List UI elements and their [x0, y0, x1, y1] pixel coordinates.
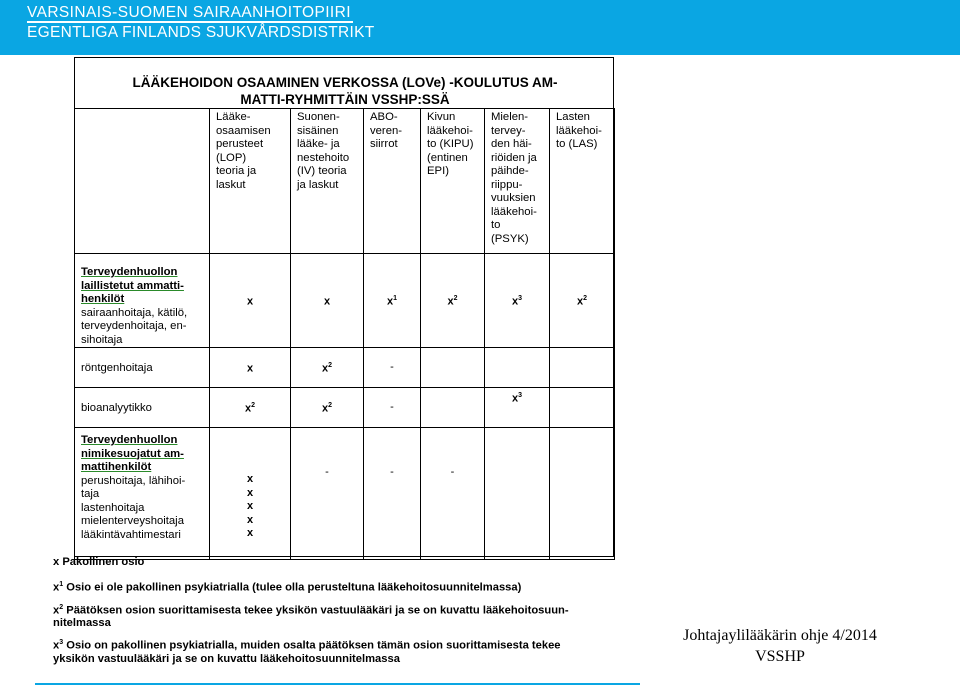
- footnote-text: Osio on pakollinen psykiatrialla, muiden osalta päätöksen tämän osion suorittamisesta tekee: [63, 640, 561, 653]
- mark-value: -: [390, 361, 394, 373]
- mark-value: x: [246, 295, 254, 308]
- text-line: sairaanhoitaja, kätilö,: [81, 306, 188, 319]
- mark-value: -: [325, 466, 329, 478]
- column-header-line: lääkehoi-: [427, 124, 473, 137]
- text-line: sihoitaja: [81, 333, 123, 346]
- mark-stack: [210, 473, 290, 541]
- group-title: [81, 266, 206, 307]
- row-label-protected-title-professionals: [75, 428, 210, 560]
- text-line: nimikesuojatut am-: [81, 447, 184, 460]
- mark-value: x: [576, 295, 584, 308]
- mark-sup: 2: [453, 295, 458, 303]
- text-line: taja: [81, 488, 100, 500]
- column-header-line: perusteet: [216, 138, 264, 150]
- mark-cell: [421, 428, 485, 560]
- column-header-line: lääke- ja: [297, 138, 340, 150]
- column-header-line: ABO-: [370, 111, 398, 123]
- column-header-line: lääkehoi-: [556, 124, 602, 137]
- column-header-line: (IV) teoria: [297, 165, 347, 177]
- mark-letter: x: [511, 393, 519, 405]
- mark-sup: 2: [583, 295, 588, 303]
- text-line: x: [246, 527, 254, 539]
- column-header-line: teoria ja: [216, 165, 257, 177]
- row-label-radiographer: röntgenhoitaja: [75, 348, 210, 388]
- mark-cell: [210, 348, 291, 388]
- column-header-line: (PSYK): [491, 232, 529, 245]
- table-row: [75, 348, 615, 388]
- mark-cell: [364, 254, 421, 348]
- footnote-sup: 1: [59, 580, 64, 588]
- mark-cell: [291, 348, 364, 388]
- footnote-mark: x: [53, 581, 60, 594]
- footnote-text: nitelmassa: [53, 616, 111, 629]
- training-requirements-table: [74, 108, 615, 560]
- column-header-line: (LOP): [216, 151, 247, 164]
- column-header-line: Lasten: [556, 111, 590, 123]
- document-title-line: LÄÄKEHOIDON OSAAMINEN VERKOSSA (LOVe) -KOULUTUS AM-: [132, 75, 558, 90]
- footnote-text: yksikön vastuulääkäri ja se on kuvattu lääkehoitosuunnitelmassa: [53, 652, 400, 665]
- mark-value: -: [390, 466, 394, 478]
- text-line: x: [246, 473, 254, 485]
- mark-cell: [210, 388, 291, 428]
- column-header-line: riöiden ja: [491, 151, 537, 164]
- mark-cell: [364, 388, 421, 428]
- footnote-3: [53, 637, 638, 665]
- text-line: perushoitaja, lähihoi-: [81, 474, 186, 487]
- column-header-abo: [364, 109, 421, 254]
- column-header-line: laskut: [216, 178, 246, 191]
- text-line: lastenhoitaja: [81, 501, 145, 514]
- column-header-line: lääkehoi-: [491, 205, 537, 218]
- footnotes: [53, 556, 638, 673]
- text-line: terveydenhoitaja, en-: [81, 320, 187, 332]
- mark-value: x: [323, 295, 331, 308]
- mark-cell: [291, 388, 364, 428]
- document-title-line: MATTI-RYHMITTÄIN VSSHP:SSÄ: [240, 92, 450, 107]
- footnote-mark: x: [53, 604, 60, 617]
- group-title: [81, 434, 206, 475]
- mark-value: x: [246, 362, 254, 375]
- row-label-licensed-professionals: [75, 254, 210, 348]
- mark-cell: [485, 254, 550, 348]
- group-description: [81, 307, 206, 348]
- footnote-sup: 2: [59, 603, 64, 611]
- footnote-mark: x: [53, 640, 60, 653]
- mark-sup: 1: [393, 295, 398, 303]
- column-header-lop: [210, 109, 291, 254]
- column-header-line: to (KIPU): [427, 138, 474, 150]
- mark-value: -: [450, 466, 455, 478]
- text-line: mielenterveyshoitaja: [81, 515, 184, 527]
- column-header-line: osaamisen: [216, 124, 271, 137]
- empty-cell: [485, 348, 550, 388]
- organization-name-swedish: EGENTLIGA FINLANDS SJUKVÅRDSDISTRIKT: [27, 24, 375, 41]
- empty-cell: [550, 348, 615, 388]
- header-divider: [27, 21, 353, 23]
- row-label-biomedical-analyst: bioanalyytikko: [75, 388, 210, 428]
- empty-cell: [550, 428, 615, 560]
- column-header-line: nestehoito: [297, 151, 350, 164]
- footnote-2: [53, 602, 638, 630]
- column-header-line: (entinen: [427, 151, 468, 164]
- column-header-line: ja laskut: [297, 178, 339, 191]
- column-header-line: riippu-: [491, 178, 523, 191]
- column-header-psyk: [485, 109, 550, 254]
- mark-value: -: [390, 401, 394, 413]
- mark-sup: 3: [518, 392, 523, 400]
- column-header-line: Kivun: [427, 111, 456, 123]
- column-header-line: siirrot: [370, 138, 398, 150]
- column-header-line: EPI): [427, 165, 449, 177]
- mark-cell: [485, 392, 550, 560]
- footnote-text: Päätöksen osion suorittamisesta tekee yksikön vastuulääkäri ja se on kuvattu lääkehoitosuun-: [63, 604, 569, 617]
- mark-value: [485, 389, 549, 406]
- mark-cell: [421, 254, 485, 348]
- organization-name-finnish: VARSINAIS-SUOMEN SAIRAANHOITOPIIRI: [27, 4, 351, 21]
- text-line: x: [246, 486, 254, 499]
- text-line: x: [246, 513, 254, 526]
- column-header-line: Mielen-: [491, 111, 529, 123]
- mark-value: x: [244, 402, 252, 415]
- mark-sup: 2: [328, 402, 333, 410]
- column-header-kipu: [421, 109, 485, 254]
- mark-sup: 2: [251, 402, 256, 410]
- empty-cell: [421, 388, 485, 428]
- column-header-line: sisäinen: [297, 124, 339, 137]
- table-row: [75, 428, 615, 560]
- column-header-line: vuuksien: [491, 192, 536, 204]
- mark-cell: [291, 428, 364, 560]
- column-header-line: Lääke-: [216, 111, 251, 123]
- column-header-line: Suonen-: [297, 111, 340, 123]
- mark-sup: 3: [518, 295, 523, 303]
- mark-sup: 2: [328, 362, 333, 370]
- footnote-mandatory: x Pakollinen osio: [53, 556, 145, 568]
- text-line: Terveydenhuollon: [81, 434, 178, 446]
- group-description: [81, 475, 206, 543]
- table-row: [75, 254, 615, 348]
- signature: [660, 625, 900, 667]
- column-header-line: den häi-: [491, 138, 532, 150]
- empty-cell: [550, 388, 615, 428]
- text-line: x: [246, 500, 254, 512]
- signature-line: Johtajaylilääkärin ohje 4/2014: [683, 627, 877, 644]
- column-header-line: tervey-: [491, 124, 526, 137]
- column-header-line: to: [491, 219, 501, 231]
- mark-cell: [364, 348, 421, 388]
- mark-value: x: [321, 362, 329, 375]
- mark-value: x: [447, 295, 454, 308]
- mark-cell: [550, 254, 615, 348]
- column-header-line: to (LAS): [556, 138, 598, 150]
- text-line: henkilöt: [81, 293, 125, 305]
- header-empty-cell: [75, 109, 210, 254]
- signature-line: VSSHP: [755, 648, 805, 665]
- mark-cell: [364, 428, 421, 560]
- mark-value: x: [511, 295, 519, 308]
- column-header-las: [550, 109, 615, 254]
- footnote-sup: 3: [59, 639, 64, 647]
- footnote-text: Osio ei ole pakollinen psykiatrialla (tulee olla perusteltuna lääkehoitosuunnitelmassa): [63, 581, 522, 594]
- text-line: Terveydenhuollon: [81, 266, 178, 278]
- text-line: lääkintävahtimestari: [81, 528, 181, 541]
- column-header-line: päihde-: [491, 165, 529, 177]
- mark-value: x: [386, 295, 394, 308]
- text-line: mattihenkilöt: [81, 461, 152, 473]
- text-line: laillistetut ammatti-: [81, 279, 184, 292]
- mark-cell: [210, 254, 291, 348]
- organization-header: [0, 0, 960, 55]
- mark-value: x: [321, 402, 329, 415]
- empty-cell: [421, 348, 485, 388]
- column-header-iv: [291, 109, 364, 254]
- mark-cell: [210, 428, 291, 560]
- mark-cell: [291, 254, 364, 348]
- table-header-row: [75, 109, 615, 254]
- footer-divider: [35, 683, 640, 685]
- footnote-1: [53, 579, 638, 594]
- column-header-line: veren-: [370, 124, 403, 137]
- document-title: [75, 58, 615, 110]
